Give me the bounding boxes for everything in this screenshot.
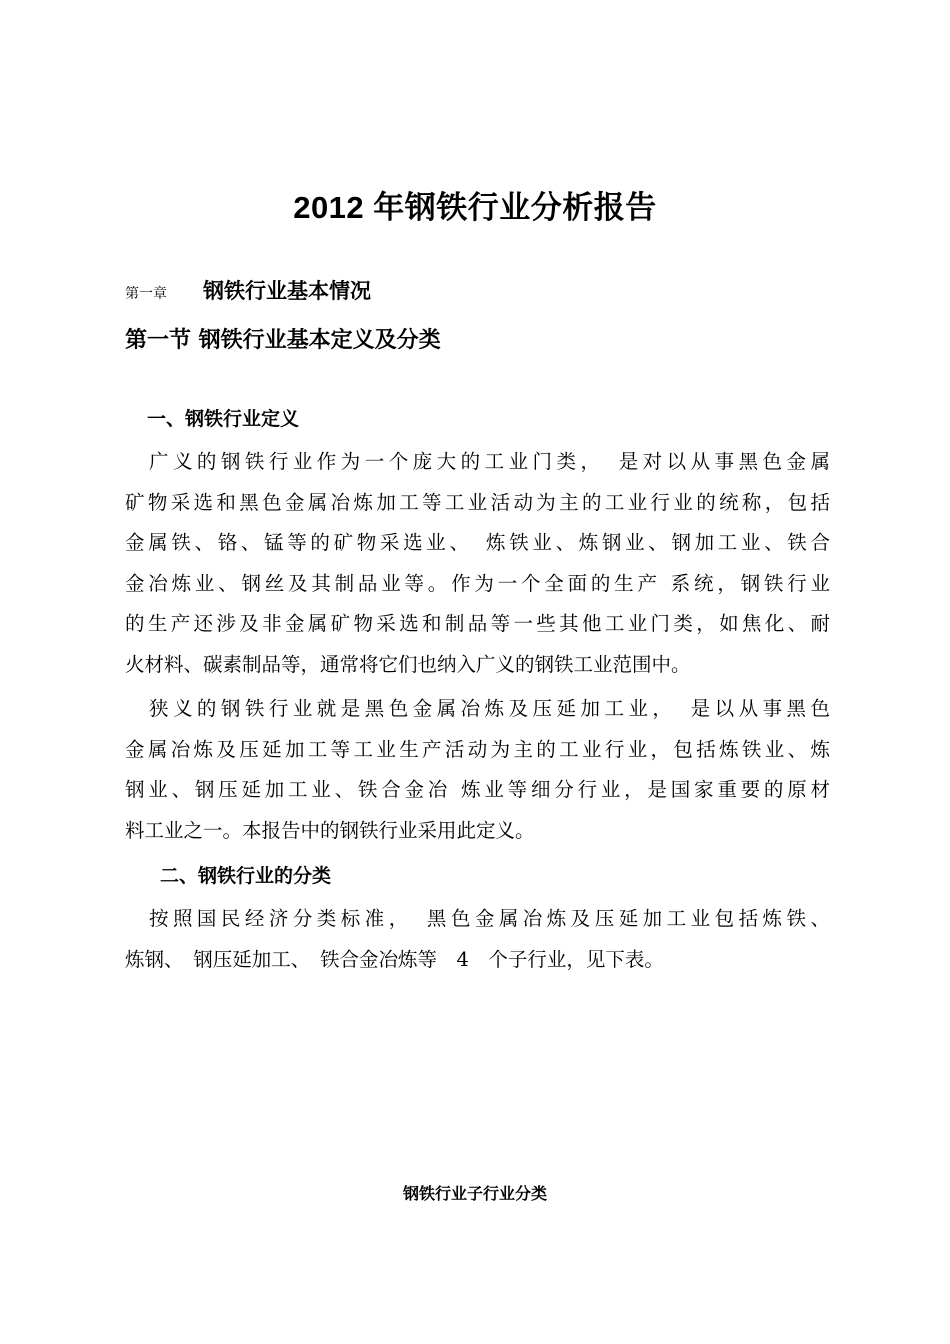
text-line: 的生产还涉及非金属矿物采选和制品等一些其他工业门类，如焦化、耐: [125, 612, 830, 635]
subsection-heading-definition: 一、钢铁行业定义: [147, 408, 300, 430]
text-line: 按照国民经济分类标准， 黑色金属冶炼及压延加工业包括炼铁、: [125, 907, 830, 930]
document-title: 2012 年钢铁行业分析报告: [293, 190, 657, 225]
text-line: 广义的钢铁行业作为一个庞大的工业门类， 是对以从事黑色金属: [125, 450, 830, 473]
text-line: 金冶炼业、钢丝及其制品业等。作为一个全面的生产 系统，钢铁行业: [125, 571, 830, 595]
text-line: 矿物采选和黑色金属冶炼加工等工业活动为主的工业行业的统称，包括: [125, 490, 830, 514]
text-line: 金属铁、铬、锰等的矿物采选业、 炼铁业、炼钢业、钢加工业、铁合: [125, 531, 830, 554]
chapter-title: 钢铁行业基本情况: [203, 279, 371, 303]
text-line: 火材料、碳素制品等，通常将它们也纳入广义的钢铁工业范围中。: [125, 652, 691, 676]
text-line: 炼钢、 钢压延加工、 铁合金冶炼等 4 个子行业，见下表。: [125, 947, 664, 971]
text-line: 钢业、钢压延加工业、铁合金冶 炼业等细分行业，是国家重要的原材: [125, 778, 830, 801]
paragraph-classification: [125, 899, 830, 980]
paragraph-broad-definition: [125, 442, 830, 685]
paragraph-narrow-definition: [125, 689, 830, 851]
section-heading: 第一节 钢铁行业基本定义及分类: [125, 328, 441, 353]
text-line: 金属冶炼及压延加工等工业生产活动为主的工业行业，包括炼铁业、炼: [125, 737, 830, 761]
subsection-heading-classification: 二、钢铁行业的分类: [160, 865, 332, 887]
text-line: 料工业之一。本报告中的钢铁行业采用此定义。: [125, 818, 535, 842]
chapter-heading: [125, 276, 371, 306]
text-line: 狭义的钢铁行业就是黑色金属冶炼及压延加工业， 是以从事黑色: [125, 697, 830, 720]
chapter-number: 第一章: [125, 286, 167, 302]
table-caption: 钢铁行业子行业分类: [402, 1184, 547, 1203]
